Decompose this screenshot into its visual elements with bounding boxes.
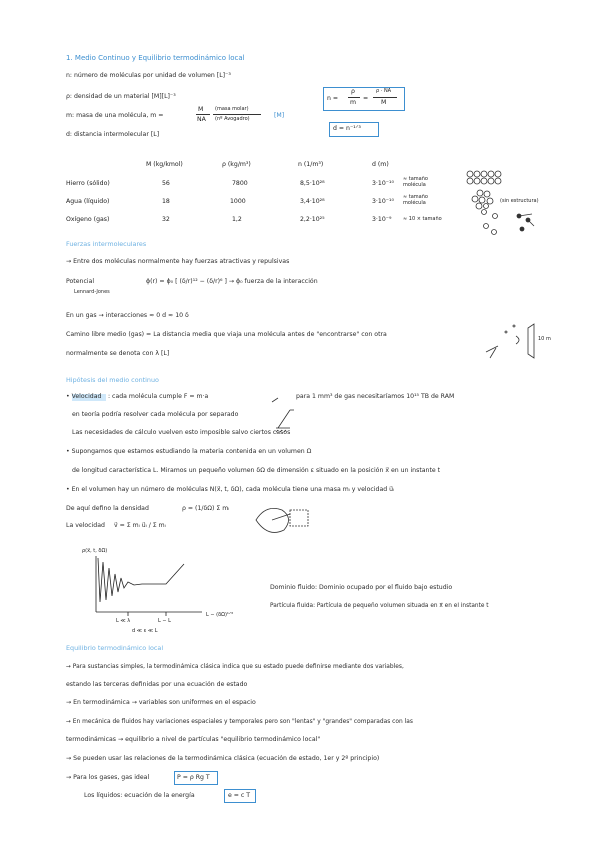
table-row-extra: (sin estructura) xyxy=(500,198,539,204)
particula-fluida: Partícula fluida: Partícula de pequeño volumen situada en x⃗ en el instante t xyxy=(270,603,489,609)
table-row-n: 2,2·10²⁵ xyxy=(300,216,325,223)
formula-n-a-den: m xyxy=(350,99,357,106)
table-row-M: 56 xyxy=(162,180,170,187)
hipotesis-l5: de longitud característica L. Miramos un pequeño volumen δΩ de dimensión ε situado en la posición x⃗ en un instante t xyxy=(72,467,441,474)
velocity-formula: v⃗ = Σ mᵢ u⃗ᵢ / Σ mᵢ xyxy=(114,522,166,529)
fraction-bar xyxy=(196,114,210,115)
mean-free-path2: normalmente se denota con λ [L] xyxy=(66,350,170,357)
arrow-wall-sketch-icon xyxy=(268,396,296,432)
gas-interactions: En un gas → interacciones ≈ 0 d ≈ 10 δ xyxy=(66,312,189,319)
fraction-bar xyxy=(348,97,360,98)
graph-xtick-1: L ≪ λ xyxy=(116,618,131,624)
fuerzas-line1: → Entre dos moléculas normalmente hay fuerzas atractivas y repulsivas xyxy=(66,258,290,265)
hipotesis-l8: La velocidad xyxy=(66,522,105,529)
molecule-sketch-icon xyxy=(512,210,538,236)
potential-formula: ϕ(r) = ϕ₀ [ (δ/r)¹² − (δ/r)⁶ ] → ϕ₀ fuerza de la interacción xyxy=(146,278,318,285)
formula-n-eq: = xyxy=(363,95,369,102)
equilibrio-l2: estando las terceras definidas por una ecuación de estado xyxy=(66,681,248,688)
solid-lattice-icon xyxy=(466,170,506,188)
table-row-note: ≈ tamaño molécula xyxy=(403,194,428,206)
def-rho: ρ: densidad de un material [M][L]⁻³ xyxy=(66,93,176,100)
table-header-rho: ρ (kg/m³) xyxy=(222,161,251,168)
graph-xlabel: L ∼ (δΩ)¹ᐟ³ xyxy=(206,612,234,618)
table-row-name: Oxígeno (gas) xyxy=(66,216,110,223)
density-formula: ρ = (1/δΩ) Σ mᵢ xyxy=(182,505,230,512)
liquid-molecules-icon xyxy=(470,189,498,209)
table-row-note: ≈ 10 × tamaño xyxy=(403,216,442,222)
table-row-name: Agua (líquido) xyxy=(66,198,110,205)
graph-xtick-2: L ∼ L xyxy=(158,618,171,624)
table-row-rho: 1000 xyxy=(230,198,246,205)
section-title-equilibrio: Equilibrio termodinámico local xyxy=(66,644,164,652)
probe-distance-label: 10 m xyxy=(538,336,551,342)
density-vs-volume-graph xyxy=(82,552,212,626)
section-title-fuerzas: Fuerzas intermoleculares xyxy=(66,240,147,248)
def-n: n: número de moléculas por unidad de volumen [L]⁻³ xyxy=(66,72,231,79)
hipotesis-l4: • Supongamos que estamos estudiando la materia contenida en un volumen Ω xyxy=(66,448,312,455)
formula-n-b-num: ρ · NA xyxy=(376,88,392,94)
energy-eq-formula: e = c T xyxy=(228,792,251,799)
table-row-d: 3·10⁻⁹ xyxy=(372,216,392,223)
formula-d: d = n⁻¹ᐟ³ xyxy=(333,125,361,132)
graph-xrange: d ≪ ε ≪ L xyxy=(132,628,158,634)
potential-label: Potencial xyxy=(66,278,95,285)
mass-frac-num-note: (masa molar) xyxy=(215,106,249,112)
mass-frac-den-note: (nº Avogadro) xyxy=(215,116,250,122)
hipotesis-l1c: para 1 mm³ de gas necesitaríamos 10¹⁵ TB de RAM xyxy=(296,393,455,400)
formula-n-b-den: M xyxy=(381,99,387,106)
table-header-n: n (1/m³) xyxy=(298,161,324,168)
table-row-n: 3,4·10²⁸ xyxy=(300,198,325,205)
equilibrio-l7: → Para los gases, gas ideal xyxy=(66,774,150,781)
mean-free-path: Camino libre medio (gas) = La distancia media que viaja una molécula antes de "encontrarse" con otra xyxy=(66,331,387,338)
table-row-d: 3·10⁻¹⁰ xyxy=(372,198,395,205)
equilibrio-l3: → En termodinámica → variables son uniformes en el espacio xyxy=(66,699,256,706)
hipotesis-l2: en teoría podría resolver cada molécula por separado xyxy=(72,411,239,418)
section-title-hipotesis: Hipótesis del medio continuo xyxy=(66,376,159,384)
graph-ylabel: ρ(x⃗, t, δΩ) xyxy=(82,548,108,554)
control-volume-sketch-icon xyxy=(244,500,334,540)
hipotesis-l1a: • Velocidad xyxy=(66,393,102,400)
table-row-M: 32 xyxy=(162,216,170,223)
equilibrio-l6: → Se pueden usar las relaciones de la termodinámica clásica (ecuación de estado, 1er y 2º principio) xyxy=(66,755,380,762)
hipotesis-l1b: : cada molécula cumple F = m·a xyxy=(108,393,209,400)
section-title-medio-continuo: 1. Medio Continuo y Equilibrio termodinámico local xyxy=(66,54,245,62)
table-row-d: 3·10⁻¹⁰ xyxy=(372,180,395,187)
hipotesis-l6: • En el volumen hay un número de moléculas N(x⃗, t, δΩ), cada molécula tiene una masa mᵢ y velocidad u⃗ᵢ xyxy=(66,486,395,493)
equilibrio-l5: termodinámicas → equilibrio a nivel de partículas "equilibrio termodinámico local" xyxy=(66,736,321,743)
fraction-bar xyxy=(373,97,397,98)
ideal-gas-formula: P = ρ Rg T xyxy=(177,774,210,781)
table-row-M: 18 xyxy=(162,198,170,205)
mass-units: [M] xyxy=(274,112,285,119)
table-header-d: d (m) xyxy=(372,161,389,168)
potential-sub: Lennard-Jones xyxy=(74,289,110,295)
equilibrio-l8: Los líquidos: ecuación de la energía xyxy=(84,792,195,799)
hipotesis-l3: Las necesidades de cálculo vuelven esto imposible salvo ciertos casos xyxy=(72,429,291,436)
hipotesis-l7: De aquí defino la densidad xyxy=(66,505,149,512)
gas-molecules-icon xyxy=(480,208,500,236)
formula-n-a-num: ρ xyxy=(351,88,355,95)
equilibrio-l1: → Para sustancias simples, la termodinámica clásica indica que su estado puede definirse mediante dos variables, xyxy=(66,664,404,670)
equilibrio-l4: → En mecánica de fluidos hay variaciones espaciales y temporales pero son "lentas" y "grandes" comparadas con las xyxy=(66,719,413,725)
mass-frac-num: M xyxy=(198,106,204,113)
table-row-rho: 1,2 xyxy=(232,216,242,223)
def-m: m: masa de una molécula, m = xyxy=(66,112,164,119)
fraction-bar xyxy=(213,114,261,115)
table-row-n: 8,5·10²⁸ xyxy=(300,180,325,187)
def-d: d: distancia intermolecular [L] xyxy=(66,131,160,138)
formula-n-lhs: n = xyxy=(327,95,339,102)
mass-frac-den: NA xyxy=(197,116,206,123)
table-header-M: M (kg/kmol) xyxy=(146,161,183,168)
table-row-note: ≈ tamaño molécula xyxy=(403,176,428,188)
table-row-rho: 7800 xyxy=(232,180,248,187)
dominio-fluido: Dominio fluido: Dominio ocupado por el fluido bajo estudio xyxy=(270,584,453,591)
table-row-name: Hierro (sólido) xyxy=(66,180,110,187)
